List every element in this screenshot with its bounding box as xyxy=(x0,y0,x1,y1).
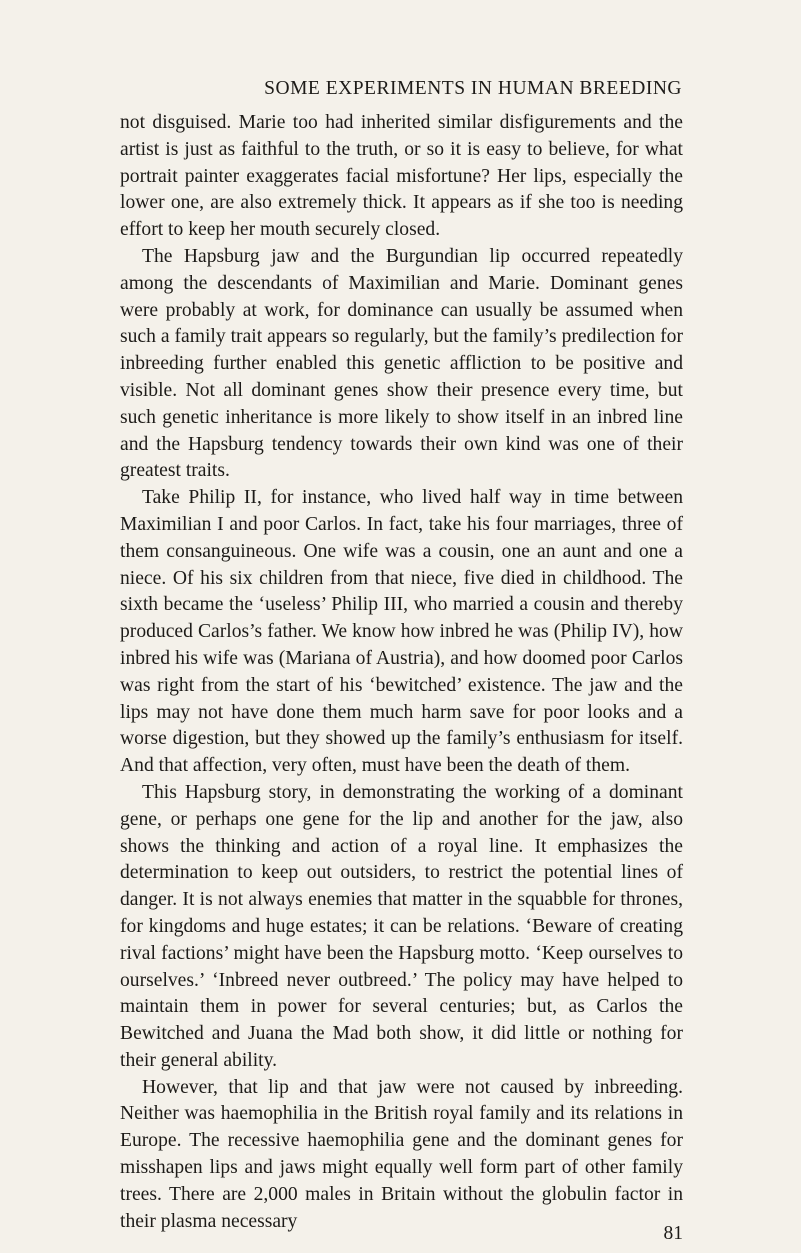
paragraph: However, that lip and that jaw were not caused by inbreeding. Neither was haemophilia in the British royal family and its relations in Europe. The recessive haemophilia gene and the dominant genes for misshapen lips and jaws might equally well form part of other family trees. There are 2,000 males in Britain without the globulin factor in their plasma necessary xyxy=(120,1076,683,1232)
body-text xyxy=(120,110,683,1235)
paragraph: Take Philip II, for instance, who lived half way in time between Maximilian I and poor Carlos. In fact, take his four marriages, three of them consanguineous. One wife was a cousin, one an aunt and one a niece. Of his six children from that niece, five died in childhood. The sixth became the ‘useless’ Philip III, who married a cousin and thereby produced Carlos’s father. We know how inbred he was (Philip IV), how inbred his wife was (Mariana of Austria), and how doomed poor Carlos was right from the start of his ‘bewitched’ existence. The jaw and the lips may not have done them much harm save for poor looks and a worse digestion, but they showed up the family’s enthusiasm for itself. And that affection, very often, must have been the death of them. xyxy=(120,487,683,777)
paragraph: not disguised. Marie too had inherited similar disfigurements and the artist is just as faithful to the truth, or so it is easy to believe, for what portrait painter exaggerates facial misfortune? Her lips, especially the lower one, are also extremely thick. It appears as if she too is needing effort to keep her mouth securely closed. xyxy=(120,112,683,241)
paragraph: The Hapsburg jaw and the Burgundian lip occurred repeatedly among the descendants of Maximilian and Marie. Dominant genes were probably at work, for dominance can usually be assumed when such a family trait appears so regularly, but the family’s predilection for inbreeding further enabled this genetic affliction to be positive and visible. Not all dominant genes show their presence every time, but such genetic inheritance is more likely to show itself in an inbred line and the Hapsburg tendency towards their own kind was one of their greatest traits. xyxy=(120,245,683,482)
paragraph: This Hapsburg story, in demonstrating the working of a dominant gene, or perhaps one gene for the lip and another for the jaw, also shows the thinking and action of a royal line. It emphasizes the determination to keep out outsiders, to restrict the potential lines of danger. It is not always enemies that matter in the squabble for thrones, for kingdoms and huge estates; it can be relations. ‘Beware of creating rival factions’ might have been the Hapsburg motto. ‘Keep ourselves to ourselves.’ ‘Inbreed never outbreed.’ The policy may have helped to maintain them in power for several centuries; but, as Carlos the Bewitched and Juana the Mad both show, it did little or nothing for their general ability. xyxy=(120,781,683,1071)
running-head: SOME EXPERIMENTS IN HUMAN BREEDING xyxy=(264,78,682,99)
page-number: 81 xyxy=(663,1223,683,1244)
